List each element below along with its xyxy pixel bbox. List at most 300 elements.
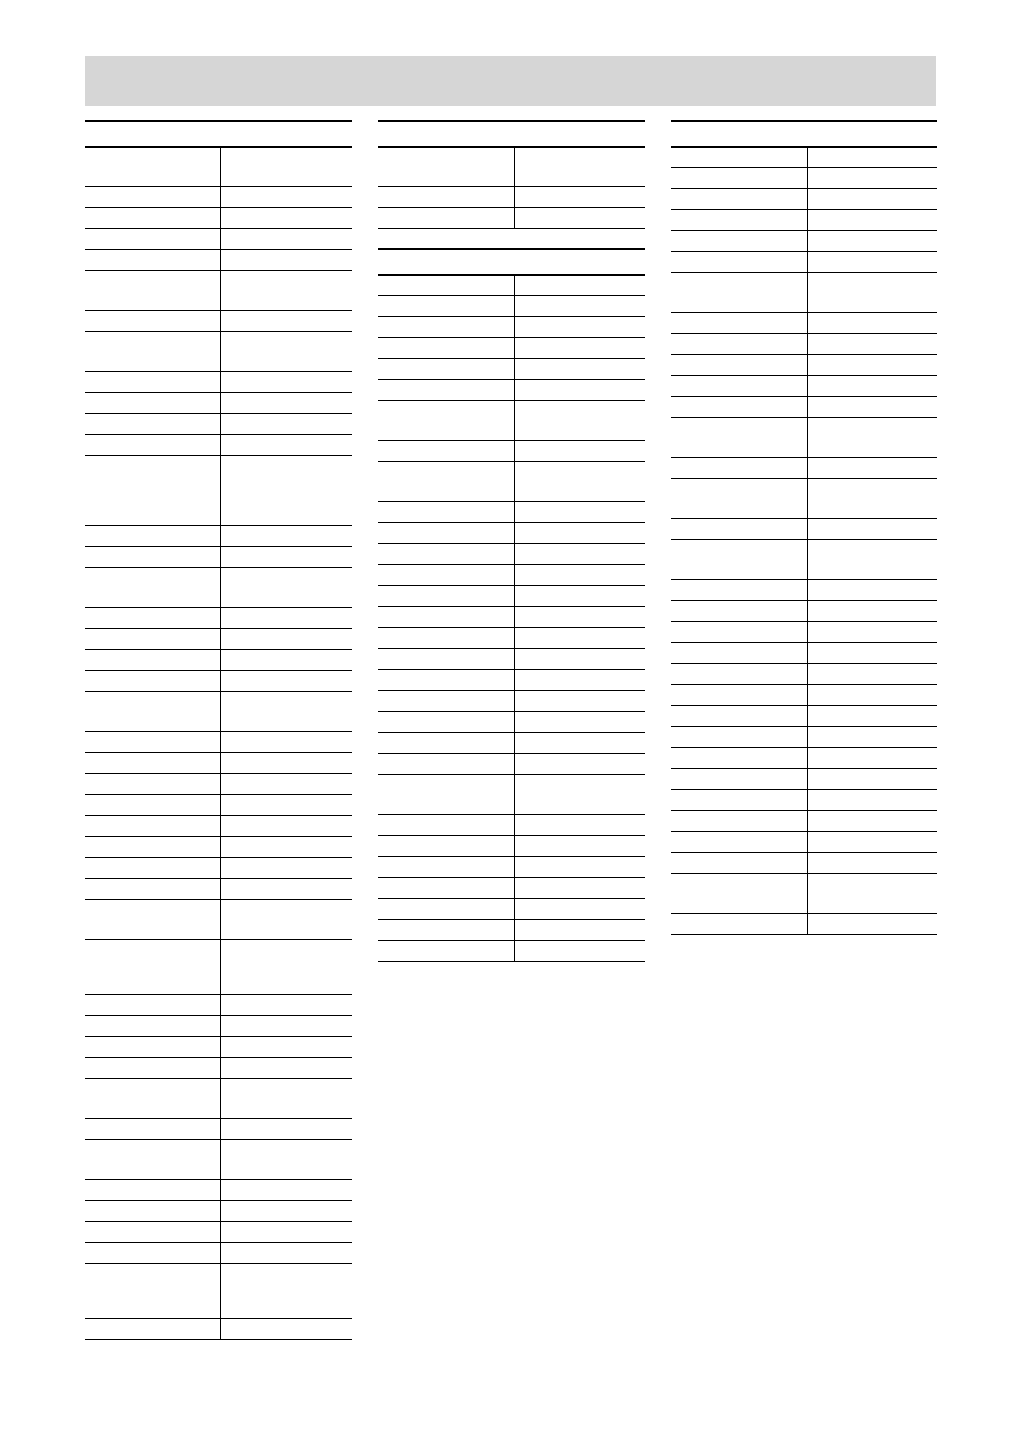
table-row [85, 547, 352, 568]
table-cell [671, 479, 807, 485]
table-cell [221, 692, 352, 698]
table-cell [808, 147, 937, 153]
table-row [671, 580, 937, 601]
table-row [85, 1079, 352, 1119]
table-row [85, 208, 352, 229]
table-cell [378, 754, 514, 760]
table-cell [515, 649, 645, 655]
table-cell [85, 1037, 220, 1043]
table-cell [808, 622, 937, 628]
table-row [378, 565, 645, 586]
table-cell [378, 502, 514, 508]
table-cell [515, 317, 645, 323]
table-row [671, 643, 937, 664]
table-row [378, 523, 645, 544]
table-cell [85, 187, 220, 193]
table-row [85, 629, 352, 650]
table-cell [671, 914, 807, 920]
table-row [85, 940, 352, 995]
section-top-rule [85, 120, 352, 122]
table-row [85, 229, 352, 250]
table-cell [85, 372, 220, 378]
table-cell [85, 774, 220, 780]
table-cell [808, 540, 937, 546]
table-cell [221, 435, 352, 441]
table-row [85, 1180, 352, 1201]
table-cell [221, 774, 352, 780]
table-cell [808, 231, 937, 237]
table-row [671, 664, 937, 685]
table-cell [85, 940, 220, 946]
table-row [85, 435, 352, 456]
table-cell [221, 1243, 352, 1249]
table-cell [85, 456, 220, 462]
column-divider [807, 540, 808, 580]
table-row [671, 601, 937, 622]
table-cell [85, 311, 220, 317]
table-row [85, 671, 352, 692]
table-cell [85, 414, 220, 420]
table-cell [378, 544, 514, 550]
table-cell [808, 853, 937, 859]
table-cell [85, 816, 220, 822]
table-cell [85, 547, 220, 553]
table-row [378, 380, 645, 401]
table-cell [378, 691, 514, 697]
table-cell [515, 296, 645, 302]
table-row [85, 608, 352, 629]
table-cell [808, 685, 937, 691]
table-cell [221, 311, 352, 317]
table-cell [221, 372, 352, 378]
table-cell [85, 250, 220, 256]
table-cell [671, 189, 807, 195]
table-cell [378, 815, 514, 821]
table-cell [85, 1264, 220, 1270]
table-cell [85, 608, 220, 614]
table-cell [221, 1140, 352, 1146]
table-cell [221, 608, 352, 614]
table-cell [221, 187, 352, 193]
table-cell [221, 795, 352, 801]
table-row [378, 208, 645, 229]
table-cell [808, 832, 937, 838]
table-row [378, 359, 645, 380]
table-row [671, 685, 937, 706]
table-cell [515, 941, 645, 947]
table-row [671, 252, 937, 273]
table-row [671, 790, 937, 811]
table-cell [515, 670, 645, 676]
table-row [671, 210, 937, 231]
table-cell [671, 643, 807, 649]
table-cell [221, 1119, 352, 1125]
table-row [85, 456, 352, 526]
table-cell [515, 712, 645, 718]
table-cell [221, 1264, 352, 1270]
table-row [85, 1222, 352, 1243]
table-cell [221, 671, 352, 677]
table-cell [85, 900, 220, 906]
table-cell [221, 456, 352, 462]
table-cell [221, 753, 352, 759]
table-row [85, 1319, 352, 1340]
table-row [671, 147, 937, 168]
table-cell [221, 940, 352, 946]
column-divider [220, 1264, 221, 1319]
column-divider [220, 1140, 221, 1180]
table-cell [378, 296, 514, 302]
table-row [671, 418, 937, 458]
table-cell [515, 523, 645, 529]
table-cell [515, 544, 645, 550]
table-cell [85, 795, 220, 801]
table-row [85, 753, 352, 774]
table-cell [221, 900, 352, 906]
table-cell [378, 359, 514, 365]
table-cell [378, 187, 514, 193]
table-cell [671, 519, 807, 525]
table-cell [671, 376, 807, 382]
table-row [378, 649, 645, 670]
table-cell [671, 168, 807, 174]
table-cell [221, 208, 352, 214]
table-cell [221, 229, 352, 235]
table-cell [671, 313, 807, 319]
table-cell [221, 1180, 352, 1186]
section-top-rule [378, 248, 645, 250]
table-cell [85, 671, 220, 677]
table-cell [671, 853, 807, 859]
table-row [671, 519, 937, 540]
table-row [671, 914, 937, 935]
table-cell [515, 878, 645, 884]
table-row [85, 414, 352, 435]
table-cell [85, 393, 220, 399]
column-divider [514, 401, 515, 441]
table-row [378, 296, 645, 317]
table-cell [378, 275, 514, 281]
table-cell [85, 1119, 220, 1125]
table-row [671, 811, 937, 832]
table-row [85, 795, 352, 816]
table-cell [85, 1180, 220, 1186]
table-cell [85, 147, 220, 153]
table-cell [85, 753, 220, 759]
table-header-row [85, 147, 352, 187]
section-top-rule [378, 120, 645, 122]
table-cell [85, 526, 220, 532]
table-cell [85, 858, 220, 864]
table-row [671, 273, 937, 313]
table-row [85, 1058, 352, 1079]
table-cell [378, 941, 514, 947]
table-cell [671, 231, 807, 237]
table-cell [515, 380, 645, 386]
table-row [85, 1264, 352, 1319]
table-cell [671, 210, 807, 216]
table-cell [378, 712, 514, 718]
table-cell [671, 748, 807, 754]
table-row [378, 462, 645, 502]
table-cell [221, 732, 352, 738]
table-row [378, 754, 645, 775]
table-cell [378, 836, 514, 842]
table-row [671, 706, 937, 727]
table-cell [221, 1319, 352, 1325]
table-cell [85, 732, 220, 738]
table-cell [808, 334, 937, 340]
table-cell [378, 208, 514, 214]
table-cell [515, 462, 645, 468]
table-cell [671, 664, 807, 670]
table-cell [221, 568, 352, 574]
table-cell [378, 920, 514, 926]
column-divider [220, 332, 221, 372]
table-cell [808, 727, 937, 733]
table-cell [671, 418, 807, 424]
table-row [378, 586, 645, 607]
table-cell [85, 1140, 220, 1146]
table-cell [671, 397, 807, 403]
table-cell [808, 769, 937, 775]
table-cell [378, 565, 514, 571]
table-cell [808, 376, 937, 382]
table-cell [378, 775, 514, 781]
table-cell [221, 414, 352, 420]
column-divider [220, 940, 221, 995]
table-cell [85, 1243, 220, 1249]
table-cell [221, 1037, 352, 1043]
table-row [671, 479, 937, 519]
table-cell [378, 649, 514, 655]
table-cell [671, 685, 807, 691]
table-cell [221, 1201, 352, 1207]
table-cell [515, 275, 645, 281]
table-row [378, 338, 645, 359]
table-row [85, 1119, 352, 1140]
table-cell [378, 878, 514, 884]
table-cell [808, 519, 937, 525]
table-header-row [378, 147, 645, 187]
table-row [671, 355, 937, 376]
table-cell [808, 479, 937, 485]
table-cell [515, 920, 645, 926]
table-row [85, 1037, 352, 1058]
table-cell [671, 601, 807, 607]
table-cell [671, 252, 807, 258]
table-row [378, 317, 645, 338]
table-row [378, 544, 645, 565]
table-row [85, 650, 352, 671]
table-cell [85, 435, 220, 441]
table-row [85, 1016, 352, 1037]
column-divider [220, 568, 221, 608]
table-cell [85, 995, 220, 1001]
table-cell [221, 332, 352, 338]
table-cell [85, 208, 220, 214]
table-row [671, 189, 937, 210]
table-row [85, 837, 352, 858]
table-cell [85, 568, 220, 574]
table-row [671, 853, 937, 874]
table-cell [221, 547, 352, 553]
table-cell [671, 811, 807, 817]
table-row [378, 275, 645, 296]
table-cell [378, 380, 514, 386]
table-row [85, 900, 352, 940]
table-row [85, 311, 352, 332]
table-cell [378, 733, 514, 739]
table-cell [671, 790, 807, 796]
table-row [671, 168, 937, 189]
table-cell [515, 565, 645, 571]
table-row [85, 393, 352, 414]
table-cell [808, 355, 937, 361]
table-cell [221, 837, 352, 843]
table-cell [808, 252, 937, 258]
table-cell [85, 629, 220, 635]
table-cell [671, 334, 807, 340]
table-cell [378, 857, 514, 863]
column-divider [220, 271, 221, 311]
table-row [85, 774, 352, 795]
table-cell [808, 189, 937, 195]
table-cell [515, 607, 645, 613]
table-cell [671, 580, 807, 586]
table-row [378, 187, 645, 208]
table-cell [221, 816, 352, 822]
table-cell [515, 359, 645, 365]
table-row [671, 748, 937, 769]
table-row [85, 271, 352, 311]
table-row [671, 458, 937, 479]
table-cell [808, 790, 937, 796]
table-row [378, 857, 645, 878]
table-cell [85, 1016, 220, 1022]
table-cell [808, 168, 937, 174]
table-row [671, 769, 937, 790]
table-row [85, 568, 352, 608]
table-cell [515, 836, 645, 842]
table-row [671, 376, 937, 397]
table-cell [515, 754, 645, 760]
table-cell [515, 147, 645, 153]
table-cell [378, 899, 514, 905]
table-row [85, 372, 352, 393]
table-cell [808, 397, 937, 403]
column-divider [807, 479, 808, 519]
table-cell [221, 393, 352, 399]
table-cell [808, 874, 937, 880]
table-cell [808, 748, 937, 754]
table-cell [221, 879, 352, 885]
table-row [85, 1140, 352, 1180]
table-cell [671, 874, 807, 880]
table-cell [378, 607, 514, 613]
table-cell [515, 691, 645, 697]
table-cell [808, 418, 937, 424]
table-cell [808, 914, 937, 920]
table-cell [671, 727, 807, 733]
table-cell [515, 899, 645, 905]
table-row [378, 733, 645, 754]
table-cell [85, 879, 220, 885]
table-cell [671, 273, 807, 279]
table-cell [221, 650, 352, 656]
table-cell [378, 441, 514, 447]
table-cell [378, 317, 514, 323]
table-row [671, 231, 937, 252]
table-cell [221, 629, 352, 635]
table-cell [515, 187, 645, 193]
table-cell [85, 1319, 220, 1325]
table-cell [221, 995, 352, 1001]
table-row [85, 526, 352, 547]
table-cell [808, 273, 937, 279]
table-row [85, 692, 352, 732]
table-cell [808, 706, 937, 712]
table-cell [808, 580, 937, 586]
table-row [378, 502, 645, 523]
table-cell [221, 250, 352, 256]
table-cell [378, 586, 514, 592]
table-row [378, 712, 645, 733]
table-row [378, 628, 645, 649]
table-cell [221, 271, 352, 277]
table-row [378, 836, 645, 857]
table-row [85, 732, 352, 753]
table-row [85, 995, 352, 1016]
column-divider [220, 900, 221, 940]
table-cell [515, 338, 645, 344]
table-cell [671, 147, 807, 153]
table-row [85, 879, 352, 900]
table-cell [85, 1201, 220, 1207]
section-top-rule [671, 120, 937, 122]
column-divider [220, 1079, 221, 1119]
column-divider [220, 692, 221, 732]
table-row [85, 250, 352, 271]
table-cell [85, 332, 220, 338]
table-cell [85, 229, 220, 235]
table-cell [515, 733, 645, 739]
table-cell [808, 210, 937, 216]
column-divider [220, 147, 221, 187]
table-cell [671, 832, 807, 838]
table-row [671, 540, 937, 580]
column-divider [807, 418, 808, 458]
table-row [85, 1243, 352, 1264]
table-cell [378, 338, 514, 344]
table-row [378, 941, 645, 962]
table-cell [221, 858, 352, 864]
table-cell [221, 1079, 352, 1085]
table-cell [515, 502, 645, 508]
table-row [378, 691, 645, 712]
table-row [671, 334, 937, 355]
table-row [378, 441, 645, 462]
table-cell [671, 355, 807, 361]
column-divider [220, 456, 221, 526]
table-cell [808, 313, 937, 319]
table-row [85, 332, 352, 372]
table-row [671, 622, 937, 643]
table-cell [515, 441, 645, 447]
table-cell [515, 857, 645, 863]
table-cell [85, 837, 220, 843]
column-divider [514, 462, 515, 502]
